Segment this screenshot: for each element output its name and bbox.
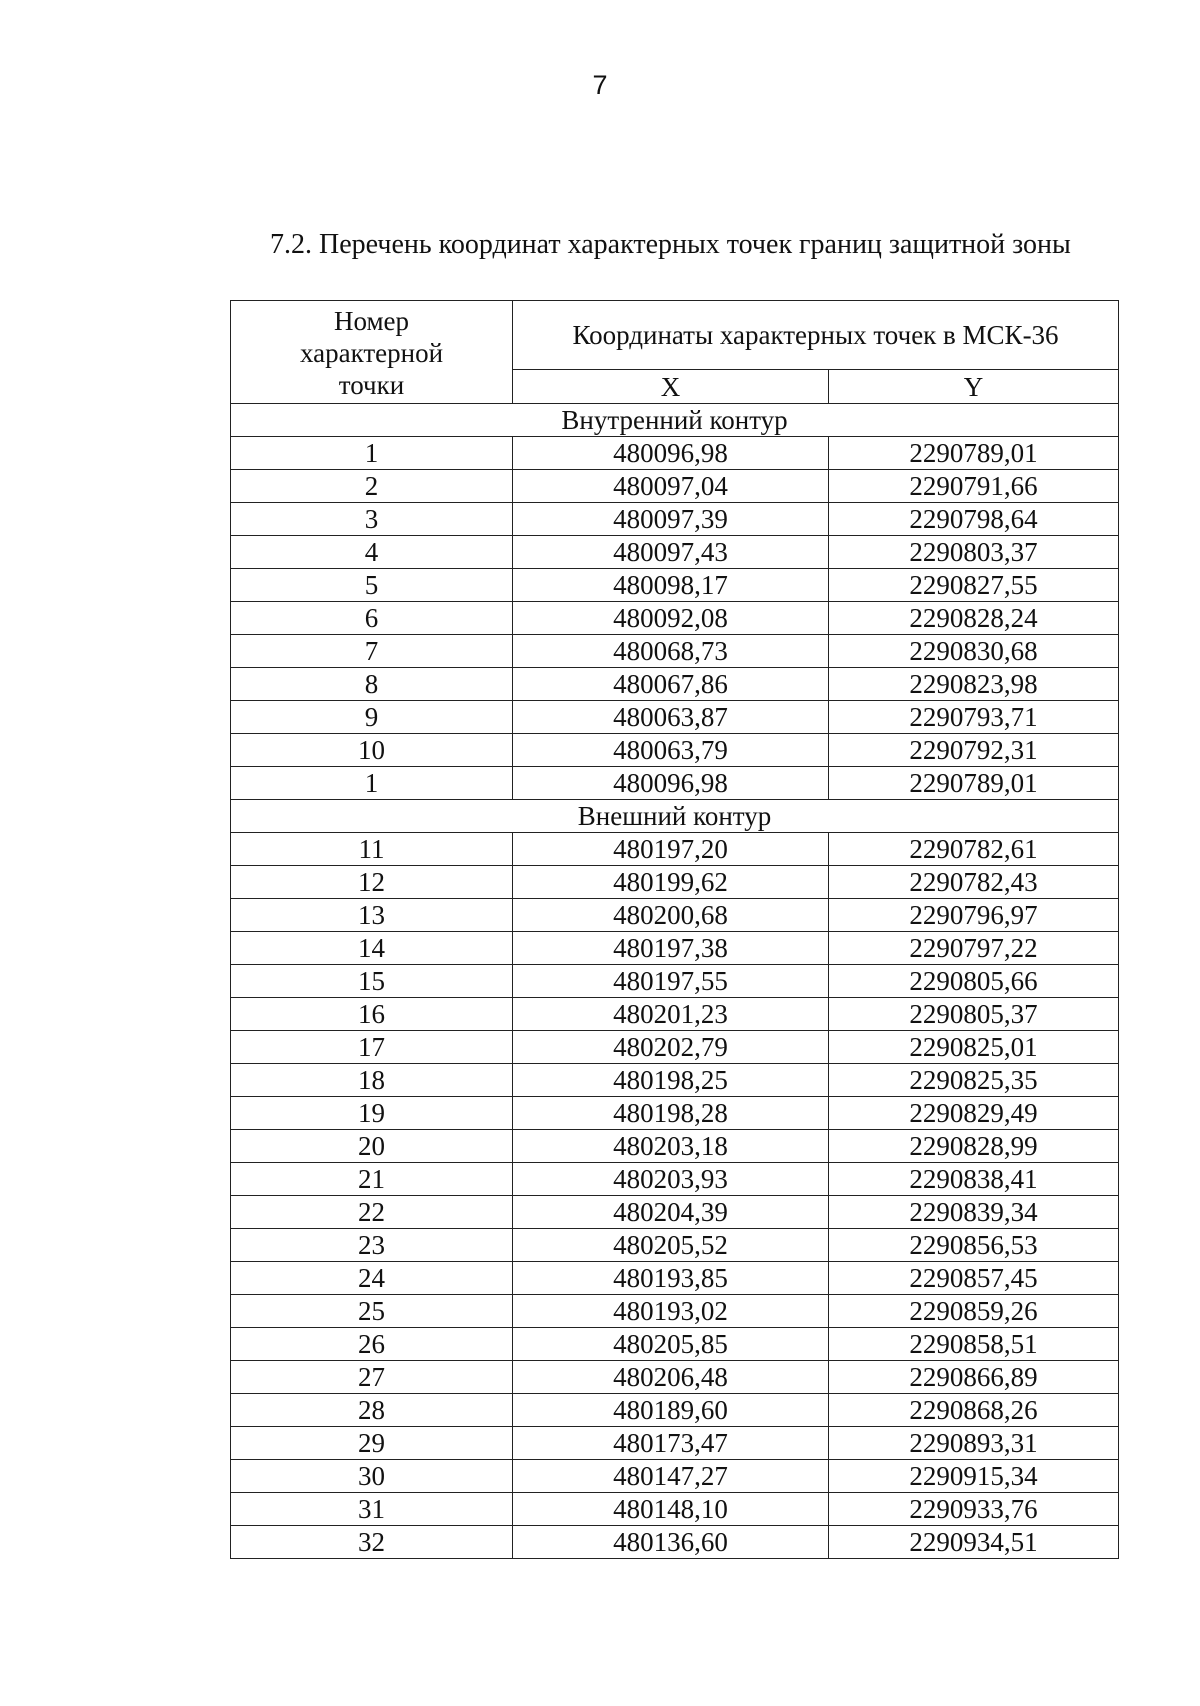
section-title: Внутренний контур bbox=[231, 404, 1119, 437]
x-coordinate-cell: 480199,62 bbox=[513, 866, 829, 899]
point-number-cell: 15 bbox=[231, 965, 513, 998]
y-coordinate-cell: 2290792,31 bbox=[829, 734, 1119, 767]
table-row bbox=[231, 1262, 1119, 1295]
x-coordinate-cell: 480203,18 bbox=[513, 1130, 829, 1163]
point-number-cell: 11 bbox=[231, 833, 513, 866]
point-number-cell: 22 bbox=[231, 1196, 513, 1229]
x-coordinate-cell: 480198,25 bbox=[513, 1064, 829, 1097]
x-coordinate-cell: 480193,85 bbox=[513, 1262, 829, 1295]
x-coordinate-cell: 480197,38 bbox=[513, 932, 829, 965]
x-coordinate-cell: 480096,98 bbox=[513, 767, 829, 800]
x-coordinate-cell: 480189,60 bbox=[513, 1394, 829, 1427]
point-number-cell: 20 bbox=[231, 1130, 513, 1163]
table-row bbox=[231, 1064, 1119, 1097]
y-coordinate-cell: 2290933,76 bbox=[829, 1493, 1119, 1526]
section-row bbox=[231, 800, 1119, 833]
x-coordinate-cell: 480097,04 bbox=[513, 470, 829, 503]
point-number-cell: 8 bbox=[231, 668, 513, 701]
x-coordinate-cell: 480203,93 bbox=[513, 1163, 829, 1196]
x-coordinate-cell: 480063,79 bbox=[513, 734, 829, 767]
point-number-cell: 24 bbox=[231, 1262, 513, 1295]
x-coordinate-cell: 480200,68 bbox=[513, 899, 829, 932]
x-coordinate-cell: 480197,55 bbox=[513, 965, 829, 998]
table-row bbox=[231, 1526, 1119, 1559]
point-number-cell: 29 bbox=[231, 1427, 513, 1460]
table-row bbox=[231, 1097, 1119, 1130]
point-number-cell: 26 bbox=[231, 1328, 513, 1361]
point-number-cell: 9 bbox=[231, 701, 513, 734]
x-coordinate-cell: 480067,86 bbox=[513, 668, 829, 701]
section-title: Внешний контур bbox=[231, 800, 1119, 833]
y-coordinate-cell: 2290793,71 bbox=[829, 701, 1119, 734]
point-number-cell: 31 bbox=[231, 1493, 513, 1526]
section-row bbox=[231, 404, 1119, 437]
table-row bbox=[231, 602, 1119, 635]
point-number-cell: 25 bbox=[231, 1295, 513, 1328]
x-coordinate-cell: 480147,27 bbox=[513, 1460, 829, 1493]
point-number-cell: 30 bbox=[231, 1460, 513, 1493]
table-row bbox=[231, 767, 1119, 800]
table-row bbox=[231, 1460, 1119, 1493]
y-coordinate-cell: 2290803,37 bbox=[829, 536, 1119, 569]
point-number-cell: 23 bbox=[231, 1229, 513, 1262]
table-row bbox=[231, 1328, 1119, 1361]
x-coordinate-cell: 480098,17 bbox=[513, 569, 829, 602]
y-coordinate-cell: 2290789,01 bbox=[829, 767, 1119, 800]
y-column-header: Y bbox=[829, 370, 1119, 404]
table-row bbox=[231, 668, 1119, 701]
table-row bbox=[231, 998, 1119, 1031]
table-row bbox=[231, 470, 1119, 503]
y-coordinate-cell: 2290789,01 bbox=[829, 437, 1119, 470]
y-coordinate-cell: 2290934,51 bbox=[829, 1526, 1119, 1559]
point-number-header-line-2: характерной bbox=[299, 338, 444, 368]
point-number-header bbox=[231, 301, 513, 404]
y-coordinate-cell: 2290825,01 bbox=[829, 1031, 1119, 1064]
y-coordinate-cell: 2290798,64 bbox=[829, 503, 1119, 536]
y-coordinate-cell: 2290805,37 bbox=[829, 998, 1119, 1031]
x-coordinate-cell: 480204,39 bbox=[513, 1196, 829, 1229]
table-row bbox=[231, 569, 1119, 602]
point-number-cell: 16 bbox=[231, 998, 513, 1031]
y-coordinate-cell: 2290827,55 bbox=[829, 569, 1119, 602]
y-coordinate-cell: 2290805,66 bbox=[829, 965, 1119, 998]
x-coordinate-cell: 480148,10 bbox=[513, 1493, 829, 1526]
x-coordinate-cell: 480202,79 bbox=[513, 1031, 829, 1064]
point-number-cell: 17 bbox=[231, 1031, 513, 1064]
point-number-header-line-1: Номер bbox=[333, 306, 410, 336]
table-body bbox=[231, 404, 1119, 1559]
point-number-cell: 28 bbox=[231, 1394, 513, 1427]
point-number-cell: 1 bbox=[231, 437, 513, 470]
point-number-cell: 7 bbox=[231, 635, 513, 668]
x-coordinate-cell: 480205,52 bbox=[513, 1229, 829, 1262]
point-number-cell: 19 bbox=[231, 1097, 513, 1130]
x-coordinate-cell: 480173,47 bbox=[513, 1427, 829, 1460]
table-row bbox=[231, 833, 1119, 866]
point-number-cell: 12 bbox=[231, 866, 513, 899]
point-number-cell: 6 bbox=[231, 602, 513, 635]
table-row bbox=[231, 437, 1119, 470]
y-coordinate-cell: 2290796,97 bbox=[829, 899, 1119, 932]
table-row bbox=[231, 1130, 1119, 1163]
point-number-cell: 32 bbox=[231, 1526, 513, 1559]
x-column-header: X bbox=[513, 370, 829, 404]
x-coordinate-cell: 480063,87 bbox=[513, 701, 829, 734]
y-coordinate-cell: 2290828,24 bbox=[829, 602, 1119, 635]
table-row bbox=[231, 1493, 1119, 1526]
point-number-cell: 18 bbox=[231, 1064, 513, 1097]
x-coordinate-cell: 480097,43 bbox=[513, 536, 829, 569]
table-row bbox=[231, 734, 1119, 767]
y-coordinate-cell: 2290791,66 bbox=[829, 470, 1119, 503]
table-row bbox=[231, 1295, 1119, 1328]
table-row bbox=[231, 635, 1119, 668]
x-coordinate-cell: 480092,08 bbox=[513, 602, 829, 635]
point-number-cell: 1 bbox=[231, 767, 513, 800]
y-coordinate-cell: 2290782,43 bbox=[829, 866, 1119, 899]
x-coordinate-cell: 480198,28 bbox=[513, 1097, 829, 1130]
y-coordinate-cell: 2290868,26 bbox=[829, 1394, 1119, 1427]
table-row bbox=[231, 1361, 1119, 1394]
y-coordinate-cell: 2290828,99 bbox=[829, 1130, 1119, 1163]
point-number-header-line-3: точки bbox=[338, 370, 405, 400]
x-coordinate-cell: 480197,20 bbox=[513, 833, 829, 866]
y-coordinate-cell: 2290839,34 bbox=[829, 1196, 1119, 1229]
point-number-cell: 14 bbox=[231, 932, 513, 965]
table-row bbox=[231, 1163, 1119, 1196]
section-heading: 7.2. Перечень координат характерных точек границ защитной зоны bbox=[270, 229, 1071, 260]
table-row bbox=[231, 866, 1119, 899]
y-coordinate-cell: 2290838,41 bbox=[829, 1163, 1119, 1196]
y-coordinate-cell: 2290857,45 bbox=[829, 1262, 1119, 1295]
table-row bbox=[231, 1229, 1119, 1262]
y-coordinate-cell: 2290823,98 bbox=[829, 668, 1119, 701]
table-row bbox=[231, 1394, 1119, 1427]
y-coordinate-cell: 2290825,35 bbox=[829, 1064, 1119, 1097]
y-coordinate-cell: 2290782,61 bbox=[829, 833, 1119, 866]
table-row bbox=[231, 1196, 1119, 1229]
table-row bbox=[231, 503, 1119, 536]
y-coordinate-cell: 2290858,51 bbox=[829, 1328, 1119, 1361]
point-number-cell: 21 bbox=[231, 1163, 513, 1196]
table-row bbox=[231, 1427, 1119, 1460]
coordinates-header: Координаты характерных точек в МСК-36 bbox=[513, 301, 1119, 370]
y-coordinate-cell: 2290829,49 bbox=[829, 1097, 1119, 1130]
y-coordinate-cell: 2290915,34 bbox=[829, 1460, 1119, 1493]
point-number-cell: 3 bbox=[231, 503, 513, 536]
table-row bbox=[231, 932, 1119, 965]
x-coordinate-cell: 480193,02 bbox=[513, 1295, 829, 1328]
table-row bbox=[231, 1031, 1119, 1064]
x-coordinate-cell: 480136,60 bbox=[513, 1526, 829, 1559]
x-coordinate-cell: 480096,98 bbox=[513, 437, 829, 470]
y-coordinate-cell: 2290859,26 bbox=[829, 1295, 1119, 1328]
table-row bbox=[231, 536, 1119, 569]
x-coordinate-cell: 480068,73 bbox=[513, 635, 829, 668]
point-number-cell: 13 bbox=[231, 899, 513, 932]
x-coordinate-cell: 480205,85 bbox=[513, 1328, 829, 1361]
point-number-cell: 4 bbox=[231, 536, 513, 569]
table-row bbox=[231, 965, 1119, 998]
y-coordinate-cell: 2290797,22 bbox=[829, 932, 1119, 965]
point-number-cell: 2 bbox=[231, 470, 513, 503]
y-coordinate-cell: 2290893,31 bbox=[829, 1427, 1119, 1460]
y-coordinate-cell: 2290866,89 bbox=[829, 1361, 1119, 1394]
point-number-cell: 5 bbox=[231, 569, 513, 602]
x-coordinate-cell: 480097,39 bbox=[513, 503, 829, 536]
y-coordinate-cell: 2290856,53 bbox=[829, 1229, 1119, 1262]
page-number: 7 bbox=[592, 70, 608, 100]
point-number-cell: 10 bbox=[231, 734, 513, 767]
x-coordinate-cell: 480206,48 bbox=[513, 1361, 829, 1394]
table-row bbox=[231, 899, 1119, 932]
point-number-cell: 27 bbox=[231, 1361, 513, 1394]
x-coordinate-cell: 480201,23 bbox=[513, 998, 829, 1031]
coordinates-table bbox=[230, 300, 1119, 1559]
table-row bbox=[231, 701, 1119, 734]
y-coordinate-cell: 2290830,68 bbox=[829, 635, 1119, 668]
